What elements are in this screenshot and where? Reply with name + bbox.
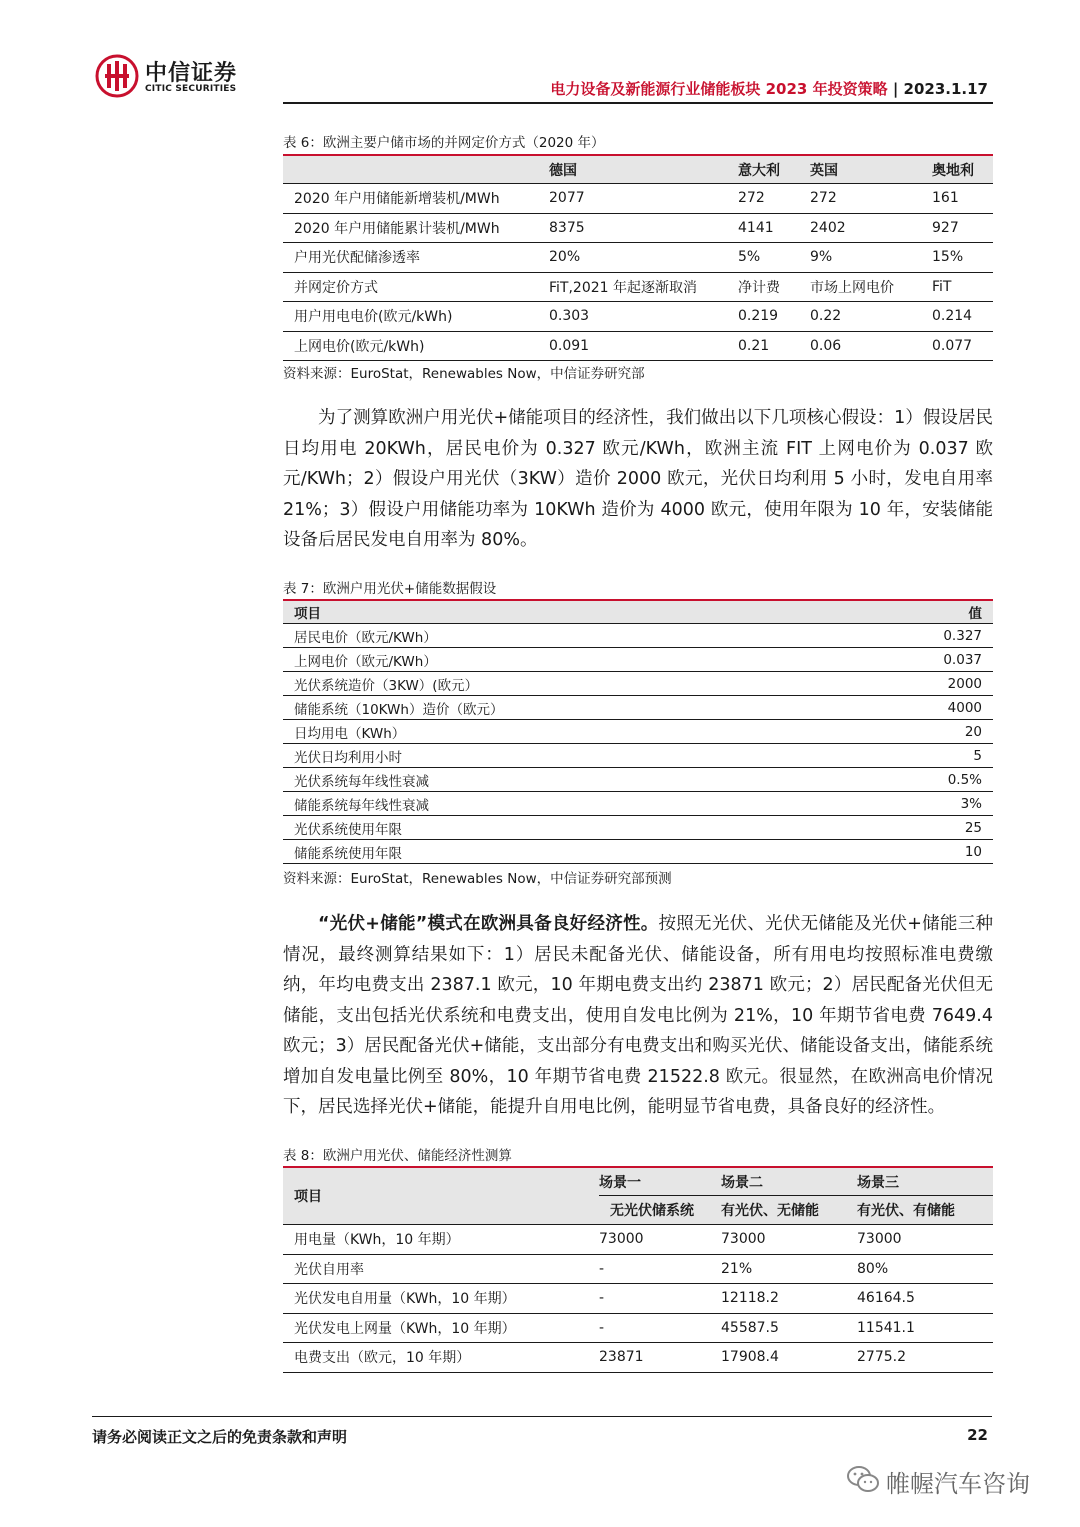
table-row — [283, 648, 993, 672]
table-row — [283, 272, 993, 302]
table-header-cell: 场景一 — [599, 1168, 721, 1196]
table-cell: - — [599, 1284, 721, 1314]
table-cell: 5 — [843, 744, 993, 768]
table-cell: 净计费 — [738, 272, 810, 302]
table-cell: 46164.5 — [857, 1284, 993, 1314]
watermark-text: 帷幄汽车咨询 — [886, 1470, 1030, 1498]
table-cell: 15% — [932, 243, 993, 273]
paragraph-text: 为了测算欧洲户用光伏+储能项目的经济性，我们做出以下几项核心假设：1）假设居民日均用电 20KWh，居民电价为 0.327 欧元/KWh，欧洲主流 FIT 上网电价为 0.037 欧元/KWh；2）假设户用光伏（3KW）造价 2000 欧元，光伏日均利用 5 小时，发电自用率 21%；3）假设户用储能功率为 10KWh 造价为 4000 欧元，使用年限为 10 年，安装储能设备后居民发电自用率为 80%。 — [283, 408, 993, 550]
table-cell: 20 — [843, 720, 993, 744]
table-cell: 12118.2 — [721, 1284, 857, 1314]
table-cell: 电费支出（欧元，10 年期） — [283, 1343, 599, 1373]
table-header-cell: 有光伏、无储能 — [721, 1196, 857, 1225]
table-cell: 光伏发电上网量（KWh，10 年期） — [283, 1313, 599, 1343]
table-row — [283, 696, 993, 720]
table-row — [283, 184, 993, 214]
citic-logo-icon — [95, 54, 139, 98]
table-row — [283, 816, 993, 840]
table-cell: 2775.2 — [857, 1343, 993, 1373]
table-row — [283, 792, 993, 816]
table-cell: 日均用电（KWh） — [283, 720, 843, 744]
table-header-row — [283, 1168, 993, 1196]
table6-caption: 表 6：欧洲主要户储市场的并网定价方式（2020 年） — [283, 135, 605, 151]
table-cell: 161 — [932, 184, 993, 214]
table-cell: 4000 — [843, 696, 993, 720]
paragraph-text: 按照无光伏、光伏无储能及光伏+储能三种情况，最终测算结果如下：1）居民未配备光伏、储能设备，所有用电均按照标准电费缴纳，年均电费支出 2387.1 欧元，10 年期电费支出约 23871 欧元；2）居民配备光伏但无储能，支出包括光伏系统和电费支出，使用自发电比例为 21%，10 年期节省电费 7649.4 欧元；3）居民配备光伏+储能，支出部分有电费支出和购买光伏、储能设备支出，储能系统增加自发电量比例至 80%，10 年期节省电费 21522.8 欧元。很显然，在欧洲高电价情况下，居民选择光伏+储能，能提升自用电比例，能明显节省电费，具备良好的经济性。 — [283, 914, 993, 1117]
table-cell: 光伏系统使用年限 — [283, 816, 843, 840]
table-cell: 0.327 — [843, 624, 993, 648]
table-cell: 0.21 — [738, 331, 810, 361]
table-header-cell: 有光伏、有储能 — [857, 1196, 993, 1225]
table-cell: 用户用电电价(欧元/kWh) — [283, 302, 549, 332]
table-cell: 11541.1 — [857, 1313, 993, 1343]
logo-text-cn: 中信证券 — [145, 61, 238, 86]
table7 — [283, 601, 993, 864]
table-row — [283, 331, 993, 361]
table-row — [283, 302, 993, 332]
table-cell: 73000 — [599, 1225, 721, 1255]
table-header-cell: 项目 — [283, 1168, 599, 1225]
table-cell: 2402 — [810, 213, 932, 243]
footer-disclaimer: 请务必阅读正文之后的免责条款和声明 — [92, 1428, 348, 1446]
table-header-cell: 意大利 — [738, 156, 810, 184]
table-cell: 并网定价方式 — [283, 272, 549, 302]
report-date: 2023.1.17 — [903, 80, 988, 98]
citic-logo — [95, 54, 238, 100]
table-header-cell — [283, 156, 549, 184]
table-cell: 储能系统每年线性衰减 — [283, 792, 843, 816]
table-cell: 储能系统（10KWh）造价（欧元） — [283, 696, 843, 720]
table-cell: 23871 — [599, 1343, 721, 1373]
table7-source: 资料来源：EuroStat，Renewables Now，中信证券研究部预测 — [283, 871, 672, 887]
table-cell: - — [599, 1254, 721, 1284]
table-cell: 光伏自用率 — [283, 1254, 599, 1284]
table-cell: 光伏日均利用小时 — [283, 744, 843, 768]
body-paragraph-1 — [283, 403, 993, 556]
table-row — [283, 768, 993, 792]
table-header-cell: 英国 — [810, 156, 932, 184]
table8-caption: 表 8：欧洲户用光伏、储能经济性测算 — [283, 1148, 512, 1164]
table-cell: 21% — [721, 1254, 857, 1284]
table-cell: 0.303 — [549, 302, 738, 332]
table-header-row — [283, 601, 993, 624]
table-cell: FiT,2021 年起逐渐取消 — [549, 272, 738, 302]
header-divider — [283, 102, 993, 104]
table-cell: 20% — [549, 243, 738, 273]
table-cell: 0.219 — [738, 302, 810, 332]
table-cell: 用电量（KWh，10 年期） — [283, 1225, 599, 1255]
table-cell: 9% — [810, 243, 932, 273]
table-cell: 4141 — [738, 213, 810, 243]
table-cell: 272 — [810, 184, 932, 214]
table-cell: 3% — [843, 792, 993, 816]
table-row — [283, 1343, 993, 1373]
table-cell: 10 — [843, 840, 993, 864]
table-row — [283, 243, 993, 273]
table-row — [283, 1284, 993, 1314]
logo-text-en: CITIC SECURITIES — [145, 84, 237, 94]
table-header-cell: 项目 — [283, 601, 843, 624]
table-cell: 光伏系统每年线性衰减 — [283, 768, 843, 792]
table-cell: 272 — [738, 184, 810, 214]
table-cell: 市场上网电价 — [810, 272, 932, 302]
table-header-cell: 值 — [843, 601, 993, 624]
report-title-text: 电力设备及新能源行业储能板块 2023 年投资策略 — [550, 80, 888, 98]
table-row — [283, 744, 993, 768]
table6-source: 资料来源：EuroStat，Renewables Now，中信证券研究部 — [283, 366, 645, 382]
table-cell: 73000 — [721, 1225, 857, 1255]
table-cell: 光伏发电自用量（KWh，10 年期） — [283, 1284, 599, 1314]
table-cell: 上网电价（欧元/KWh） — [283, 648, 843, 672]
table-cell: 0.091 — [549, 331, 738, 361]
table-header-cell: 场景二 — [721, 1168, 857, 1196]
table-cell: 8375 — [549, 213, 738, 243]
table-cell: 927 — [932, 213, 993, 243]
table-cell: 2077 — [549, 184, 738, 214]
table-cell: 0.06 — [810, 331, 932, 361]
table-cell: 17908.4 — [721, 1343, 857, 1373]
table-cell: 0.22 — [810, 302, 932, 332]
table-row — [283, 1254, 993, 1284]
table-cell: 5% — [738, 243, 810, 273]
table-cell: 光伏系统造价（3KW）(欧元） — [283, 672, 843, 696]
table-cell: 0.5% — [843, 768, 993, 792]
table-header-row — [283, 156, 993, 184]
table-cell: 73000 — [857, 1225, 993, 1255]
table-cell: 45587.5 — [721, 1313, 857, 1343]
footer-divider — [92, 1416, 992, 1417]
paragraph-lead: “光伏+储能”模式在欧洲具备良好经济性。 — [318, 914, 659, 934]
table-row — [283, 840, 993, 864]
table-row — [283, 720, 993, 744]
table6 — [283, 156, 993, 361]
table-row — [283, 1313, 993, 1343]
report-title — [550, 78, 988, 99]
title-separator: | — [892, 80, 899, 98]
table-cell: 储能系统使用年限 — [283, 840, 843, 864]
table-cell: 2020 年户用储能新增装机/MWh — [283, 184, 549, 214]
wechat-icon — [846, 1464, 880, 1494]
table7-caption: 表 7：欧洲户用光伏+储能数据假设 — [283, 581, 497, 597]
table-header-cell: 无光伏储系统 — [599, 1196, 721, 1225]
body-paragraph-2 — [283, 909, 993, 1123]
table-header-cell: 德国 — [549, 156, 738, 184]
table-cell: - — [599, 1313, 721, 1343]
table-cell: 0.077 — [932, 331, 993, 361]
table-cell: 0.214 — [932, 302, 993, 332]
table-row — [283, 213, 993, 243]
table-cell: 户用光伏配储渗透率 — [283, 243, 549, 273]
table-row — [283, 1225, 993, 1255]
table-cell: 0.037 — [843, 648, 993, 672]
table-cell: FiT — [932, 272, 993, 302]
table-cell: 25 — [843, 816, 993, 840]
table-row — [283, 672, 993, 696]
table-cell: 80% — [857, 1254, 993, 1284]
table8 — [283, 1168, 993, 1373]
page-number: 22 — [967, 1426, 988, 1444]
table-header-cell: 场景三 — [857, 1168, 993, 1196]
table-header-cell: 奥地利 — [932, 156, 993, 184]
table-row — [283, 624, 993, 648]
table-cell: 2000 — [843, 672, 993, 696]
table-cell: 居民电价（欧元/KWh） — [283, 624, 843, 648]
table-cell: 上网电价(欧元/kWh) — [283, 331, 549, 361]
table-cell: 2020 年户用储能累计装机/MWh — [283, 213, 549, 243]
